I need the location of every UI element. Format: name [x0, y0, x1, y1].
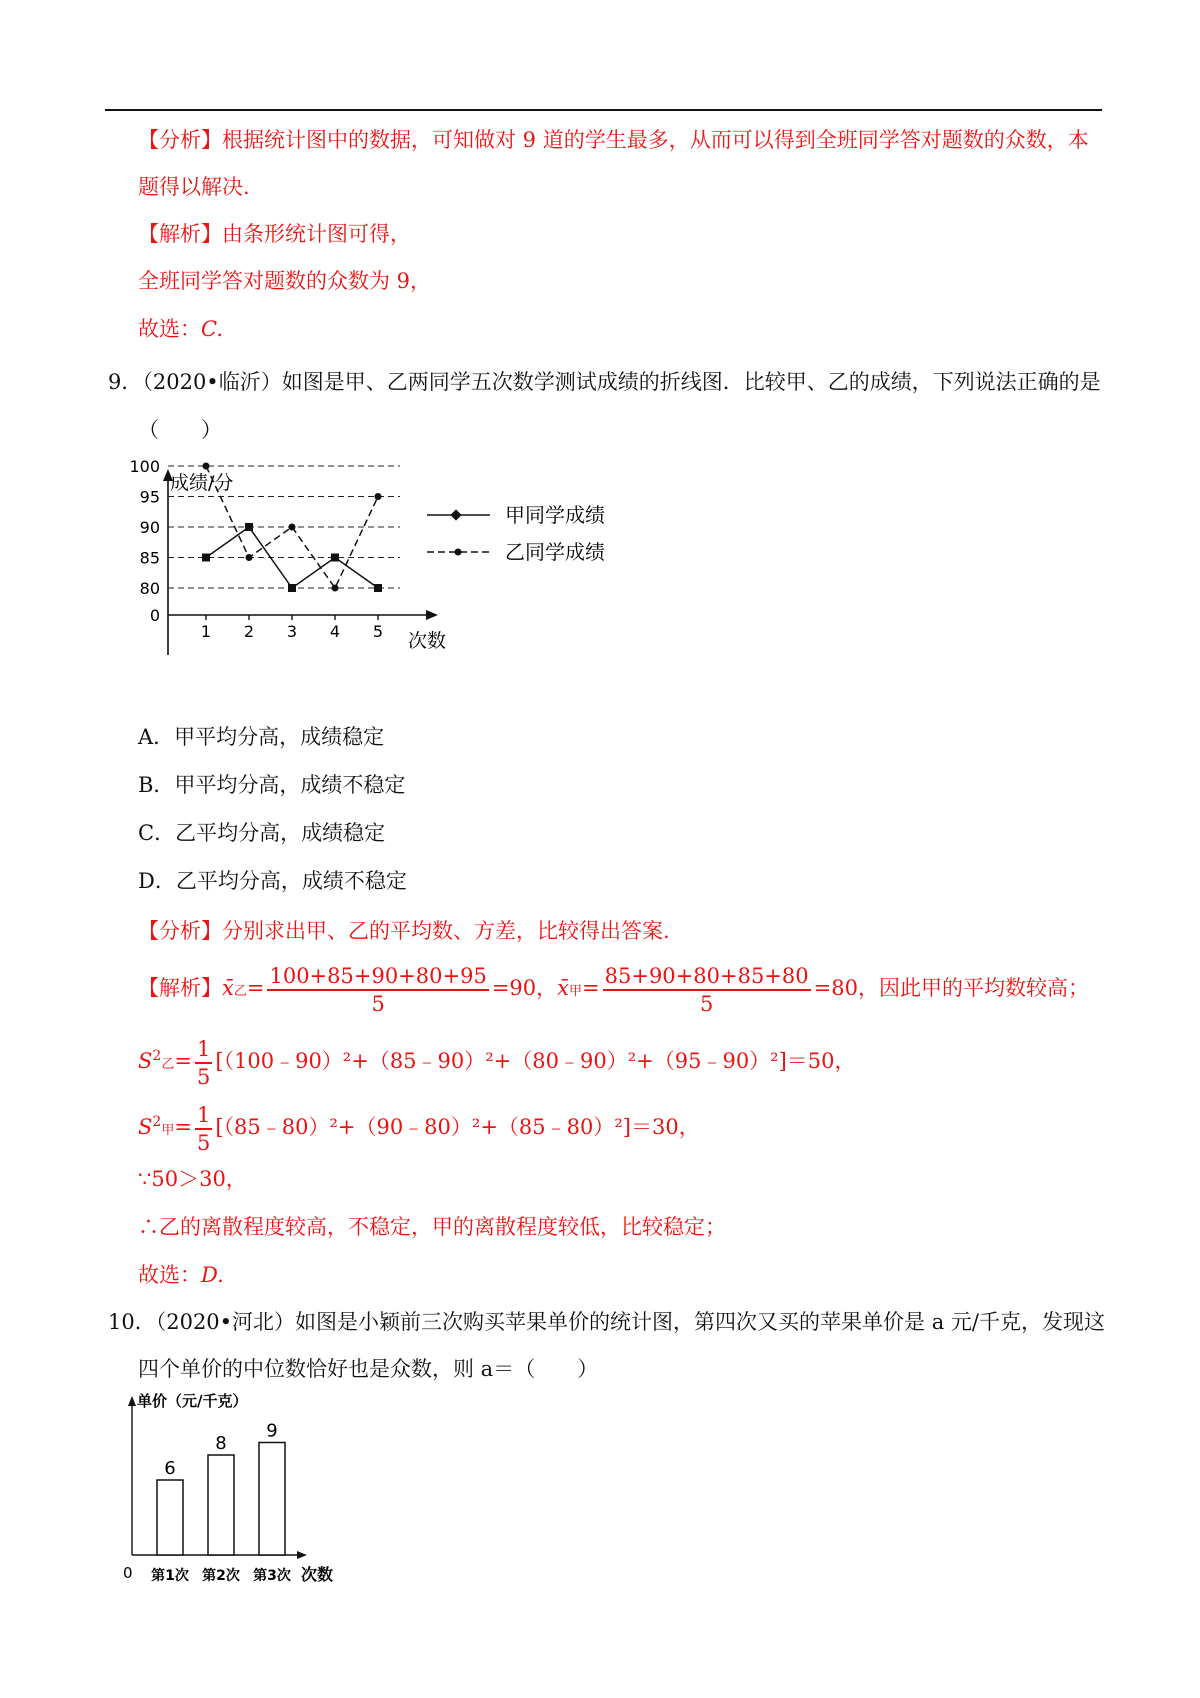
q9-answer: 故选：D. — [138, 1263, 224, 1287]
bar-value-label: 6 — [164, 1458, 176, 1479]
bar-value-label: 8 — [215, 1433, 227, 1454]
mean-yi-fraction: $\frac{100+85+90+80+95}{5}$ — [269, 963, 487, 1016]
origin-label: 0 — [123, 1564, 133, 1582]
bar-value-label: 9 — [266, 1420, 278, 1442]
q9-variance-yi: $S^2$乙= $\frac{1}{5}$ [（100﹣90）²+（85﹣90）²+（80﹣90）²+（95﹣90）²]＝50， — [138, 1036, 856, 1089]
header-rule — [105, 109, 1102, 111]
y-tick-label: 90 — [139, 518, 160, 537]
y-tick-label: 85 — [139, 548, 160, 568]
option-b: B．甲平均分高，成绩不稳定 — [138, 773, 406, 797]
q9-stem-line2: （ ） — [138, 418, 222, 442]
q8-analysis-line1: 【分析】根据统计图中的数据，可知做对 9 道的学生最多，从而可以得到全班同学答对题数的众数，本 — [138, 128, 1089, 152]
x-axis-arrow — [426, 610, 438, 620]
x-tick-label: 3 — [286, 622, 298, 641]
x-category-label: 第2次 — [202, 1568, 240, 1584]
data-point-square — [288, 584, 296, 592]
y-tick-label: 80 — [139, 579, 160, 598]
q9-stem-line1: 9．（2020•临沂）如图是甲、乙两同学五次数学测试成绩的折线图．比较甲、乙的成绩，下列说法正确的是 — [108, 370, 1101, 394]
data-point-dot — [332, 585, 339, 592]
mean-jia-fraction: $\frac{85+90+80+85+80}{5}$ — [604, 963, 809, 1016]
q8-analysis-line2: 题得以解决. — [138, 175, 250, 199]
q10-stem-line2: 四个单价的中位数恰好也是众数，则 a＝（ ） — [138, 1357, 599, 1381]
q9-because: ∵50＞30， — [138, 1167, 247, 1191]
x-tick-label: 1 — [200, 622, 212, 641]
q9-variance-jia: $S^2$甲= $\frac{1}{5}$ [（85﹣80）²+（90﹣80）²+（85﹣80）²]＝30， — [138, 1102, 700, 1155]
data-point-square — [245, 523, 253, 531]
data-point-square — [202, 554, 210, 562]
y-axis-label: 成绩/分 — [170, 472, 234, 494]
line-chart-body — [129, 457, 605, 655]
x-category-label: 第1次 — [151, 1568, 189, 1584]
legend-label-2: 乙同学成绩 — [505, 540, 605, 564]
q10-stem-line1: 10．（2020•河北）如图是小颖前三次购买苹果单价的统计图，第四次又买的苹果单价是 a 元/千克，发现这 — [108, 1310, 1105, 1334]
bar — [259, 1443, 285, 1556]
legend-marker — [455, 549, 462, 556]
option-a: A．甲平均分高，成绩稳定 — [138, 725, 385, 749]
data-point-dot — [375, 493, 382, 500]
y-tick-label: 100 — [129, 457, 160, 476]
data-point-square — [374, 584, 382, 592]
x-category-label: 第3次 — [253, 1568, 291, 1584]
x-axis-label: 次数 — [408, 630, 447, 652]
legend-marker — [450, 509, 461, 520]
q8-solution-line2: 全班同学答对题数的众数为 9， — [138, 269, 432, 293]
q9-analysis: 【分析】分别求出甲、乙的平均数、方差，比较得出答案. — [138, 919, 670, 943]
y-axis-label: 单价（元/千克） — [137, 1392, 248, 1410]
y-tick-label: 95 — [139, 487, 160, 507]
x-tick-label: 2 — [243, 622, 255, 641]
data-point-dot — [289, 524, 296, 531]
y-tick-label: 0 — [149, 606, 160, 625]
option-d: D．乙平均分高，成绩不稳定 — [138, 869, 407, 893]
bar-chart-body — [123, 1392, 333, 1584]
data-point-dot — [246, 554, 253, 561]
y-axis-arrow — [128, 1396, 136, 1406]
x-axis-arrow — [297, 1551, 307, 1559]
bar — [208, 1455, 234, 1555]
x-axis-label: 次数 — [301, 1565, 334, 1584]
legend-label-1: 甲同学成绩 — [505, 503, 605, 527]
q8-answer: 故选：C. — [138, 317, 223, 341]
x-tick-label: 4 — [329, 622, 341, 641]
bar-chart — [125, 1390, 385, 1590]
q9-solution-means: 【解析】x̄乙= $\frac{100+85+90+80+95}{5}$ =90，x̄甲= $\frac{85+90+80+85+80}{5}$ =80，因此甲的平均数较高； — [138, 963, 1089, 1016]
data-point-dot — [203, 463, 210, 470]
q8-solution-line1: 【解析】由条形统计图可得， — [138, 222, 411, 246]
option-c: C．乙平均分高，成绩稳定 — [138, 821, 386, 845]
x-tick-label: 5 — [372, 622, 384, 641]
line-chart — [130, 455, 690, 715]
q9-therefore: ∴乙的离散程度较高，不稳定，甲的离散程度较低，比较稳定； — [138, 1215, 726, 1239]
data-point-square — [331, 554, 339, 562]
bar — [157, 1480, 183, 1555]
